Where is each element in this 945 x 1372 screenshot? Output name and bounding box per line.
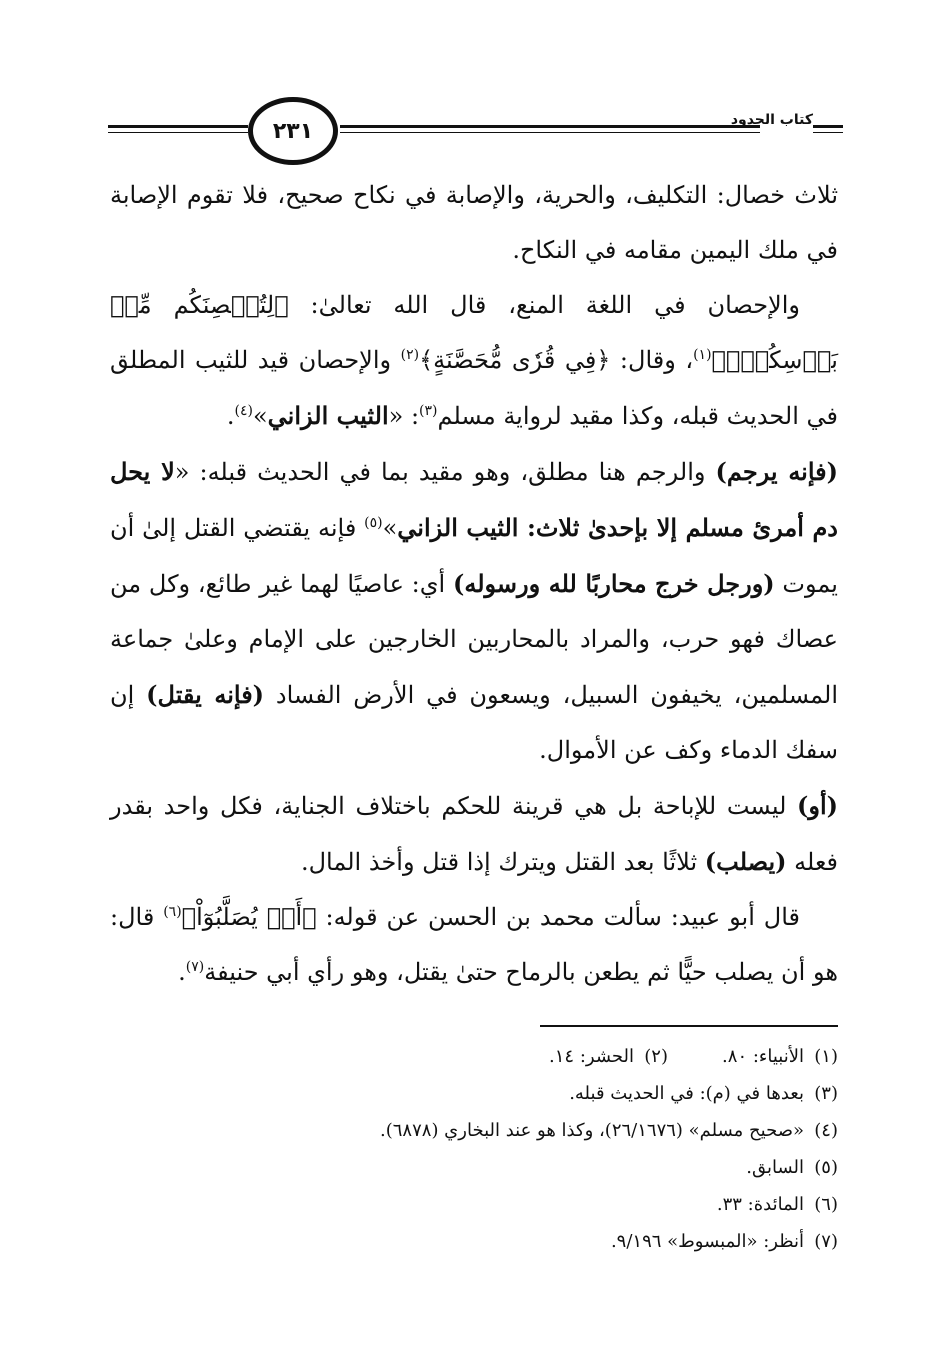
page-number: ٢٣١ [248, 97, 338, 165]
footnote [668, 1038, 838, 1075]
footnote-text: الحشر: ١٤. [549, 1046, 634, 1067]
text-line: الإصابة في ملك اليمين مقامه في النكاح. [110, 181, 838, 264]
footnote-ref: (٦) [163, 904, 182, 920]
footnote-text: الأنبياء: ٨٠. [722, 1046, 804, 1067]
footnote-line [110, 1186, 838, 1223]
footnote [569, 1075, 838, 1112]
footnote-ref: (١) [693, 347, 712, 363]
footnote-text: أنظر: «المبسوط» ٩/١٩٦. [610, 1231, 804, 1252]
footnote-ref: (٣) [419, 403, 438, 419]
footnote-number: (٦) [814, 1194, 838, 1215]
footnote-ref: (٢) [400, 347, 420, 363]
hadith-quote: الثيب الزاني [267, 401, 389, 430]
text-span: ثلاثًا بعد القتل ويترك إذا قتل وأخذ المال. [300, 848, 705, 876]
footnote-text: المائدة: ٣٣. [716, 1194, 804, 1215]
footnote-text: السابق. [746, 1157, 804, 1178]
footnote-line [110, 1038, 838, 1075]
footnote-line [110, 1149, 838, 1186]
text-span: » [252, 402, 268, 430]
paragraph [110, 778, 838, 890]
footnote-number: (٣) [814, 1083, 838, 1104]
footnote [611, 1223, 838, 1260]
header-rule [108, 132, 248, 133]
header-rule [340, 132, 760, 133]
text-span: إن سفك الدماء وكف عن الأموال. [110, 681, 838, 764]
text-span: قال: هو أن يصلب حيًّا ثم يطعن بالرماح حتىٰ يقتل، وهو رأي أبي حنيفة [110, 903, 838, 986]
paragraph [110, 278, 838, 444]
footnote-number: (١) [814, 1046, 838, 1067]
text-span: أي: عاصيًا لهما غير طائع، وكل من عصاك فهو حرب، والمراد بالمحاربين الخارجين على الإمام وعلىٰ جماعة المسلمين، يخيفون السبيل، ويسعون في الأرض الفساد [110, 570, 839, 709]
footnote-line [110, 1075, 838, 1112]
quran-quote: ﴿أَوۡ يُصَلَّبُوٓاْ﴾ [181, 903, 317, 931]
footnote-ref: (٥) [364, 515, 383, 531]
matn-text: (فإنه يرجم) [715, 457, 839, 486]
matn-text: (أو) [797, 791, 838, 820]
running-title: كتاب الحدود [730, 112, 813, 128]
main-text [110, 168, 838, 1000]
text-span: والرجم هنا مطلق، وهو مقيد بما في الحديث قبله: « [174, 458, 716, 486]
text-span: » [382, 514, 398, 542]
text-span: فإنه يقتضي القتل إلىٰ أن يموت [110, 514, 838, 598]
text-span: ليست للإباحة بل هي قرينة للحكم باختلاف الجناية، فكل واحد بقدر فعله [110, 792, 838, 876]
text-span: . [178, 958, 186, 986]
footnote [380, 1112, 838, 1149]
footnote [717, 1186, 838, 1223]
paragraph [110, 168, 838, 278]
footnote [746, 1149, 838, 1186]
matn-text: (فإنه يقتل) [146, 680, 265, 709]
footnote-number: (٤) [814, 1120, 838, 1141]
footnotes [110, 1038, 838, 1260]
header-rule [340, 125, 760, 128]
footnote-ref: (٧) [185, 959, 205, 975]
header-rule [813, 125, 843, 128]
footnote-number: (٧) [814, 1231, 838, 1252]
footnote-number: (٥) [814, 1157, 838, 1178]
footnote-text: بعدها في (م): في الحديث قبله. [569, 1083, 804, 1104]
footnote-separator [540, 1025, 838, 1027]
paragraph [110, 444, 838, 778]
hadith-quote: لا يحل دم أمرئ مسلم إلا بإحدىٰ ثلاث: الثيب الزاني [110, 457, 838, 542]
quran-quote: ﴿فِي قُرٗى مُّحَصَّنَةٍ﴾ [419, 346, 611, 374]
header-rule [108, 125, 248, 128]
footnote-line [110, 1112, 838, 1149]
footnote [549, 1038, 668, 1075]
text-span: قال أبو عبيد: سألت محمد بن الحسن عن قوله: [316, 903, 800, 931]
text-span: . [226, 402, 235, 430]
footnote-ref: (٤) [234, 403, 253, 419]
footnote-line [110, 1223, 838, 1260]
text-span: والإحصان في اللغة المنع، قال الله تعالىٰ: [288, 291, 800, 319]
text-span: والإحصان قيد للثيب المطلق في الحديث قبله، وكذا مقيد لرواية مسلم [110, 346, 838, 430]
text-span: : « [388, 402, 420, 430]
footnote-number: (٢) [644, 1046, 668, 1067]
footnote-text: «صحيح مسلم» (٢٦/١٦٧٦)، وكذا هو عند البخاري (٦٨٧٨). [380, 1120, 804, 1141]
text-span: ، وقال: [610, 346, 694, 374]
header-rule [813, 132, 843, 133]
paragraph [110, 890, 838, 1000]
quran-quote: ﴿لِتُحۡصِنَكُم مِّنۢ بَأۡسِكُمۡۖ﴾ [110, 291, 838, 374]
matn-text: (ورجل خرج محاربًا لله ورسوله) [452, 569, 775, 598]
matn-text: (يصلب) [704, 847, 787, 876]
text-line: ثلاث خصال: التكليف، والحرية، والإصابة في نكاح صحيح، فلا تقوم [186, 181, 838, 209]
